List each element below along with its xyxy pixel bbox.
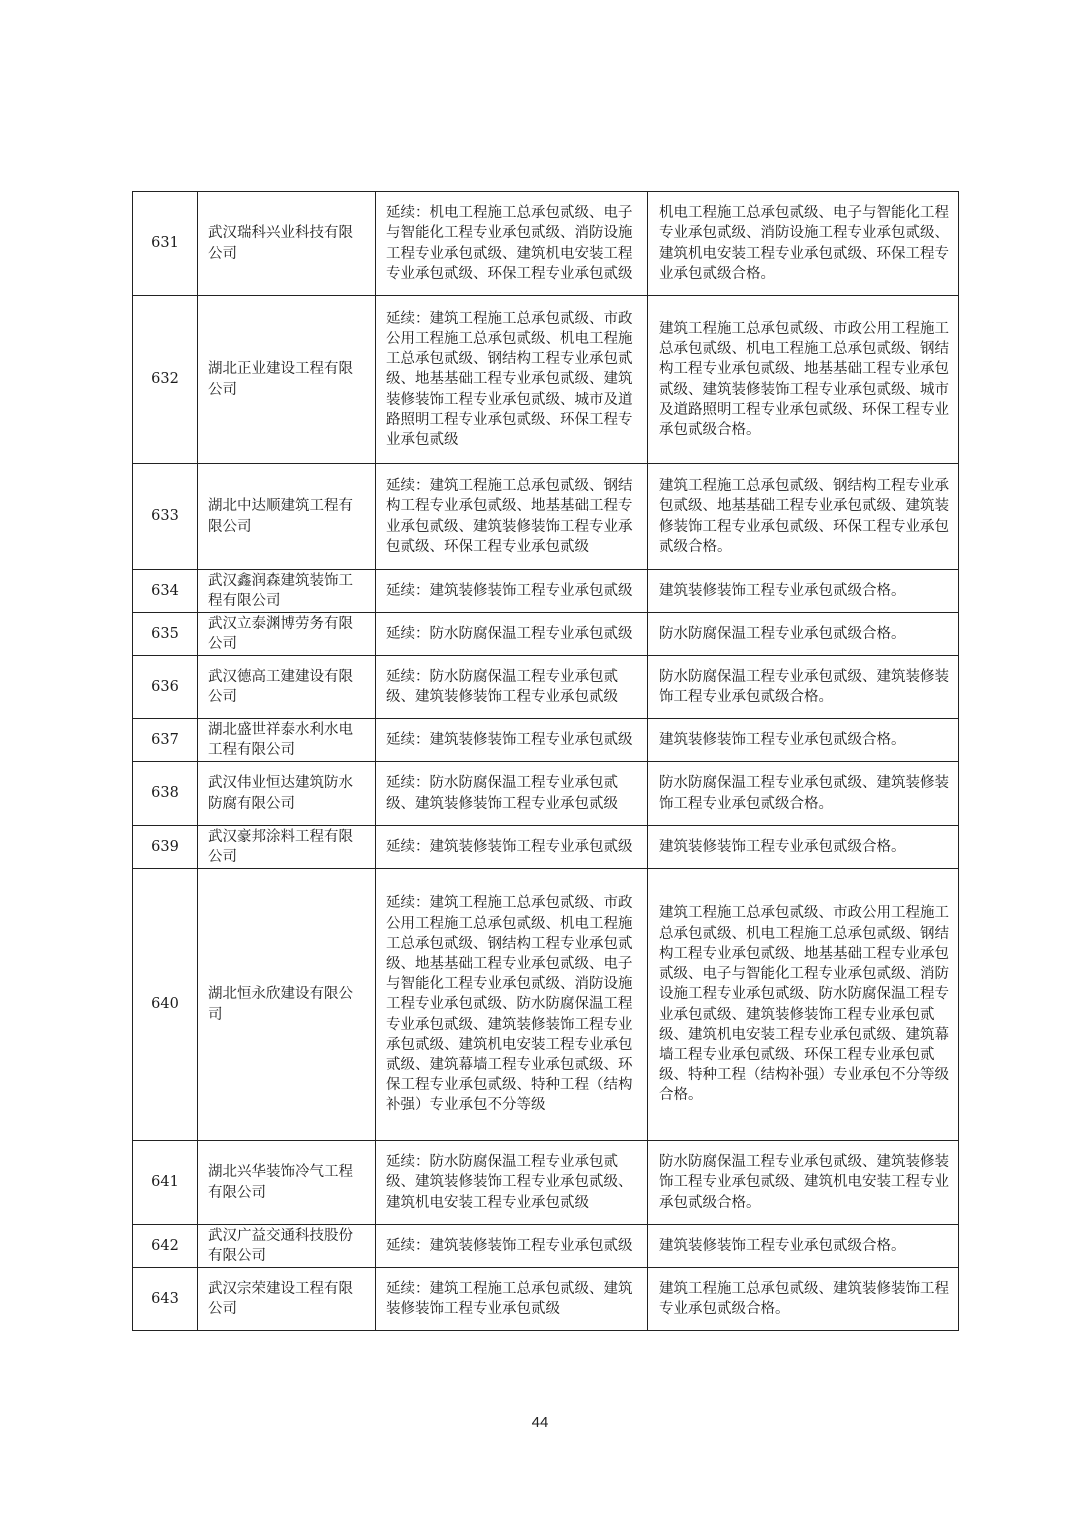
table-row <box>133 762 959 826</box>
company-name: 武汉伟业恒达建筑防水防腐有限公司 <box>198 762 376 826</box>
table-row <box>133 570 959 613</box>
row-number: 639 <box>133 826 198 869</box>
table-row <box>133 1225 959 1268</box>
review-result: 防水防腐保温工程专业承包贰级、建筑装修装饰工程专业承包贰级、建筑机电安装工程专业承包贰级合格。 <box>648 1141 959 1225</box>
row-number: 636 <box>133 656 198 719</box>
application-items: 延续：建筑装修装饰工程专业承包贰级 <box>376 570 648 613</box>
row-number: 632 <box>133 296 198 464</box>
table-row <box>133 296 959 464</box>
application-items: 延续：防水防腐保温工程专业承包贰级、建筑装修装饰工程专业承包贰级 <box>376 656 648 719</box>
row-number: 635 <box>133 613 198 656</box>
review-result: 防水防腐保温工程专业承包贰级、建筑装修装饰工程专业承包贰级合格。 <box>648 762 959 826</box>
application-items: 延续：建筑工程施工总承包贰级、建筑装修装饰工程专业承包贰级 <box>376 1268 648 1331</box>
row-number: 633 <box>133 464 198 570</box>
application-items: 延续：建筑装修装饰工程专业承包贰级 <box>376 1225 648 1268</box>
company-name: 湖北正业建设工程有限公司 <box>198 296 376 464</box>
review-result: 建筑工程施工总承包贰级、市政公用工程施工总承包贰级、机电工程施工总承包贰级、钢结构工程专业承包贰级、地基基础工程专业承包贰级、建筑装修装饰工程专业承包贰级、城市及道路照明工程专业承包贰级、环保工程专业承包贰级合格。 <box>648 296 959 464</box>
company-name: 武汉鑫润森建筑装饰工程有限公司 <box>198 570 376 613</box>
page-number: 44 <box>531 1414 549 1431</box>
company-name: 武汉广益交通科技股份有限公司 <box>198 1225 376 1268</box>
table-row <box>133 869 959 1141</box>
application-items: 延续：防水防腐保温工程专业承包贰级、建筑装修装饰工程专业承包贰级 <box>376 762 648 826</box>
row-number: 637 <box>133 719 198 762</box>
review-result: 建筑装修装饰工程专业承包贰级合格。 <box>648 1225 959 1268</box>
review-result: 防水防腐保温工程专业承包贰级、建筑装修装饰工程专业承包贰级合格。 <box>648 656 959 719</box>
company-name: 湖北兴华装饰冷气工程有限公司 <box>198 1141 376 1225</box>
application-items: 延续：机电工程施工总承包贰级、电子与智能化工程专业承包贰级、消防设施工程专业承包贰级、建筑机电安装工程专业承包贰级、环保工程专业承包贰级 <box>376 192 648 296</box>
application-items: 延续：建筑装修装饰工程专业承包贰级 <box>376 719 648 762</box>
application-items: 延续：建筑工程施工总承包贰级、市政公用工程施工总承包贰级、机电工程施工总承包贰级、钢结构工程专业承包贰级、地基基础工程专业承包贰级、建筑装修装饰工程专业承包贰级、城市及道路照明工程专业承包贰级、环保工程专业承包贰级 <box>376 296 648 464</box>
table-row <box>133 464 959 570</box>
row-number: 641 <box>133 1141 198 1225</box>
company-name: 湖北恒永欣建设有限公司 <box>198 869 376 1141</box>
application-items: 延续：防水防腐保温工程专业承包贰级 <box>376 613 648 656</box>
row-number: 638 <box>133 762 198 826</box>
review-result: 防水防腐保温工程专业承包贰级合格。 <box>648 613 959 656</box>
review-result: 建筑装修装饰工程专业承包贰级合格。 <box>648 826 959 869</box>
row-number: 642 <box>133 1225 198 1268</box>
table-row <box>133 1268 959 1331</box>
table-row <box>133 192 959 296</box>
company-name: 湖北中达顺建筑工程有限公司 <box>198 464 376 570</box>
review-result: 建筑装修装饰工程专业承包贰级合格。 <box>648 570 959 613</box>
application-items: 延续：防水防腐保温工程专业承包贰级、建筑装修装饰工程专业承包贰级、建筑机电安装工程专业承包贰级 <box>376 1141 648 1225</box>
row-number: 643 <box>133 1268 198 1331</box>
company-name: 武汉德高工建建设有限公司 <box>198 656 376 719</box>
table-row <box>133 719 959 762</box>
table-row <box>133 656 959 719</box>
review-result: 建筑工程施工总承包贰级、市政公用工程施工总承包贰级、机电工程施工总承包贰级、钢结构工程专业承包贰级、地基基础工程专业承包贰级、电子与智能化工程专业承包贰级、消防设施工程专业承包贰级、防水防腐保温工程专业承包贰级、建筑装修装饰工程专业承包贰级、建筑机电安装工程专业承包贰级、建筑幕墙工程专业承包贰级、环保工程专业承包贰级、特种工程（结构补强）专业承包不分等级合格。 <box>648 869 959 1141</box>
row-number: 634 <box>133 570 198 613</box>
application-items: 延续：建筑工程施工总承包贰级、钢结构工程专业承包贰级、地基基础工程专业承包贰级、建筑装修装饰工程专业承包贰级、环保工程专业承包贰级 <box>376 464 648 570</box>
company-name: 武汉宗荣建设工程有限公司 <box>198 1268 376 1331</box>
table-row <box>133 826 959 869</box>
review-result: 机电工程施工总承包贰级、电子与智能化工程专业承包贰级、消防设施工程专业承包贰级、建筑机电安装工程专业承包贰级、环保工程专业承包贰级合格。 <box>648 192 959 296</box>
row-number: 640 <box>133 869 198 1141</box>
review-result: 建筑装修装饰工程专业承包贰级合格。 <box>648 719 959 762</box>
row-number: 631 <box>133 192 198 296</box>
company-name: 武汉豪邦涂料工程有限公司 <box>198 826 376 869</box>
table-row <box>133 613 959 656</box>
qualification-table <box>132 191 959 1331</box>
company-name: 武汉瑞科兴业科技有限公司 <box>198 192 376 296</box>
company-name: 武汉立泰渊博劳务有限公司 <box>198 613 376 656</box>
review-result: 建筑工程施工总承包贰级、钢结构工程专业承包贰级、地基基础工程专业承包贰级、建筑装修装饰工程专业承包贰级、环保工程专业承包贰级合格。 <box>648 464 959 570</box>
review-result: 建筑工程施工总承包贰级、建筑装修装饰工程专业承包贰级合格。 <box>648 1268 959 1331</box>
application-items: 延续：建筑装修装饰工程专业承包贰级 <box>376 826 648 869</box>
company-name: 湖北盛世祥泰水利水电工程有限公司 <box>198 719 376 762</box>
table-row <box>133 1141 959 1225</box>
application-items: 延续：建筑工程施工总承包贰级、市政公用工程施工总承包贰级、机电工程施工总承包贰级、钢结构工程专业承包贰级、地基基础工程专业承包贰级、电子与智能化工程专业承包贰级、消防设施工程专业承包贰级、防水防腐保温工程专业承包贰级、建筑装修装饰工程专业承包贰级、建筑机电安装工程专业承包贰级、建筑幕墙工程专业承包贰级、环保工程专业承包贰级、特种工程（结构补强）专业承包不分等级 <box>376 869 648 1141</box>
